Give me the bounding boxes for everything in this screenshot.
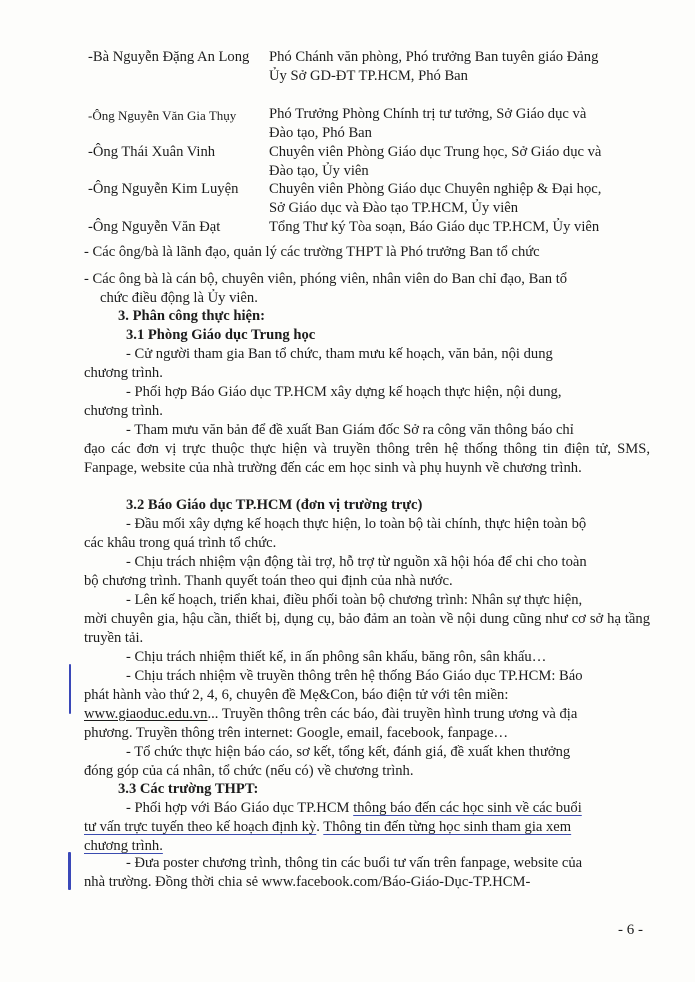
- member-role-line: Đào tạo, Ủy viên: [269, 163, 369, 179]
- subsection-heading: 3.1 Phòng Giáo dục Trung học: [126, 327, 316, 343]
- paragraph: [84, 553, 650, 591]
- subsection-heading: 3.3 Các trường THPT:: [118, 781, 259, 797]
- paragraph-line: phát hành vào thứ 2, 4, 6, chuyên đề Mẹ&Con, báo điện tử với tên miền:: [84, 687, 509, 703]
- member-name: -Ông Nguyễn Văn Gia Thụy: [88, 108, 237, 123]
- paragraph: [84, 591, 650, 648]
- paragraph: [84, 648, 650, 667]
- paragraph-line: - Đưa poster chương trình, thông tin các buổi tư vấn trên fanpage, website của: [126, 855, 583, 871]
- subsection-heading: 3.2 Báo Giáo dục TP.HCM (đơn vị trường trực): [126, 497, 423, 513]
- paragraph-line: phương. Truyền thông trên internet: Google, email, facebook, fanpage…: [84, 725, 509, 741]
- member-role-line: Sở Giáo dục và Đào tạo TP.HCM, Ủy viên: [269, 200, 519, 216]
- member-role: [269, 48, 649, 86]
- paragraph: [84, 383, 650, 421]
- paragraph-line: chương trình.: [84, 403, 163, 419]
- paragraph: [84, 667, 650, 743]
- underlined-text: tư vấn trực tuyến theo kế hoạch định kỳ: [84, 819, 317, 835]
- member-role-line: Ủy Sở GD-ĐT TP.HCM, Phó Ban: [269, 68, 468, 84]
- member-name: -Ông Thái Xuân Vinh: [88, 144, 216, 160]
- member-role-line: Phó Chánh văn phòng, Phó trưởng Ban tuyên giáo Đảng: [269, 49, 599, 65]
- member-role-line: Phó Trưởng Phòng Chính trị tư tưởng, Sở Giáo dục và: [269, 106, 587, 122]
- paragraph-line: mời chuyên gia, hậu cần, thiết bị, dụng cụ, bảo đảm an toàn về nội dung cũng như cơ sở hạ tầng truyền tải.: [84, 611, 650, 646]
- member-role: [269, 180, 649, 218]
- paragraph-line: - Phối hợp Báo Giáo dục TP.HCM xây dựng kế hoạch thực hiện, nội dung,: [126, 384, 562, 400]
- member-role: [269, 105, 649, 143]
- website-link[interactable]: www.giaoduc.edu.vn: [84, 706, 208, 722]
- paragraph-line: [84, 799, 650, 818]
- pen-margin-mark: [68, 852, 71, 890]
- underlined-text: chương trình.: [84, 838, 163, 854]
- paragraph-line: - Chịu trách nhiệm về truyền thông trên hệ thống Báo Giáo dục TP.HCM: Báo: [126, 668, 583, 684]
- member-role-line: Tổng Thư ký Tòa soạn, Báo Giáo dục TP.HCM, Ủy viên: [269, 219, 600, 235]
- paragraph-line: nhà trường. Đồng thời chia sẻ www.facebook.com/Báo-Giáo-Dục-TP.HCM-: [84, 874, 531, 890]
- member-role-line: Chuyên viên Phòng Giáo dục Trung học, Sở Giáo dục và: [269, 144, 602, 160]
- paragraph-text: - Phối hợp với Báo Giáo dục TP.HCM: [126, 800, 354, 816]
- paragraph: [84, 799, 650, 856]
- member-name: -Ông Nguyễn Kim Luyện: [88, 181, 239, 197]
- bullet-item: [84, 243, 648, 262]
- paragraph: [84, 743, 650, 781]
- bullet-line: - Các ông bà là cán bộ, chuyên viên, phóng viên, nhân viên do Ban chỉ đạo, Ban tổ: [84, 271, 568, 287]
- paragraph-line: [84, 818, 650, 837]
- paragraph-line: - Chịu trách nhiệm vận động tài trợ, hỗ trợ từ nguồn xã hội hóa để chi cho toàn: [126, 554, 587, 570]
- paragraph: [84, 345, 650, 383]
- paragraph-line: đạo các đơn vị trực thuộc thực hiện và truyền thông trên hệ thống thông tin điện tử, SMS, Fanpage, website của nhà trường đến các em học sinh và phụ huynh về chương trình.: [84, 441, 650, 476]
- paragraph-line: - Tổ chức thực hiện báo cáo, sơ kết, tổng kết, đánh giá, đề xuất khen thưởng: [126, 744, 571, 760]
- paragraph-line: - Cử người tham gia Ban tổ chức, tham mưu kế hoạch, văn bản, nội dung: [126, 346, 553, 362]
- member-role: [269, 218, 649, 237]
- paragraph-line: - Tham mưu văn bản để đề xuất Ban Giám đốc Sở ra công văn thông báo chỉ: [126, 422, 574, 438]
- member-role-line: Chuyên viên Phòng Giáo dục Chuyên nghiệp & Đại học,: [269, 181, 602, 197]
- paragraph: [84, 854, 650, 892]
- paragraph-text: .: [316, 819, 324, 835]
- member-role: [269, 143, 649, 181]
- paragraph-line: - Chịu trách nhiệm thiết kế, in ấn phông sân khấu, băng rôn, sân khấu…: [126, 649, 547, 665]
- paragraph-line: [84, 705, 650, 724]
- paragraph-text: ... Truyền thông trên các báo, đài truyền hình trung ương và địa: [207, 706, 578, 722]
- bullet-line: - Các ông/bà là lãnh đạo, quản lý các trường THPT là Phó trưởng Ban tổ chức: [84, 244, 540, 260]
- section-heading: 3. Phân công thực hiện:: [118, 308, 266, 324]
- bullet-line: chức điều động là Ủy viên.: [100, 290, 258, 306]
- underlined-text: thông báo đến các học sinh về các buổi: [353, 800, 582, 816]
- page-number: - 6 -: [618, 922, 643, 938]
- paragraph-line: - Đầu mối xây dựng kế hoạch thực hiện, lo toàn bộ tài chính, thực hiện toàn bộ: [126, 516, 587, 532]
- paragraph: [84, 515, 650, 553]
- member-role-line: Đào tạo, Phó Ban: [269, 125, 372, 141]
- paragraph-line: các khâu trong quá trình tổ chức.: [84, 535, 277, 551]
- paragraph-line: - Lên kế hoạch, triển khai, điều phối toàn bộ chương trình: Nhân sự thực hiện,: [126, 592, 583, 608]
- paragraph-line: chương trình.: [84, 365, 163, 381]
- paragraph: [84, 421, 650, 478]
- paragraph-line: đóng góp của cá nhân, tổ chức (nếu có) về chương trình.: [84, 763, 414, 779]
- member-name: -Ông Nguyễn Văn Đạt: [88, 219, 221, 235]
- member-name: -Bà Nguyễn Đặng An Long: [88, 49, 250, 65]
- bullet-item: [84, 270, 648, 308]
- pen-margin-mark: [69, 664, 71, 714]
- underlined-text: Thông tin đến từng học sinh tham gia xem: [323, 819, 572, 835]
- paragraph-line: bộ chương trình. Thanh quyết toán theo qui định của nhà nước.: [84, 573, 453, 589]
